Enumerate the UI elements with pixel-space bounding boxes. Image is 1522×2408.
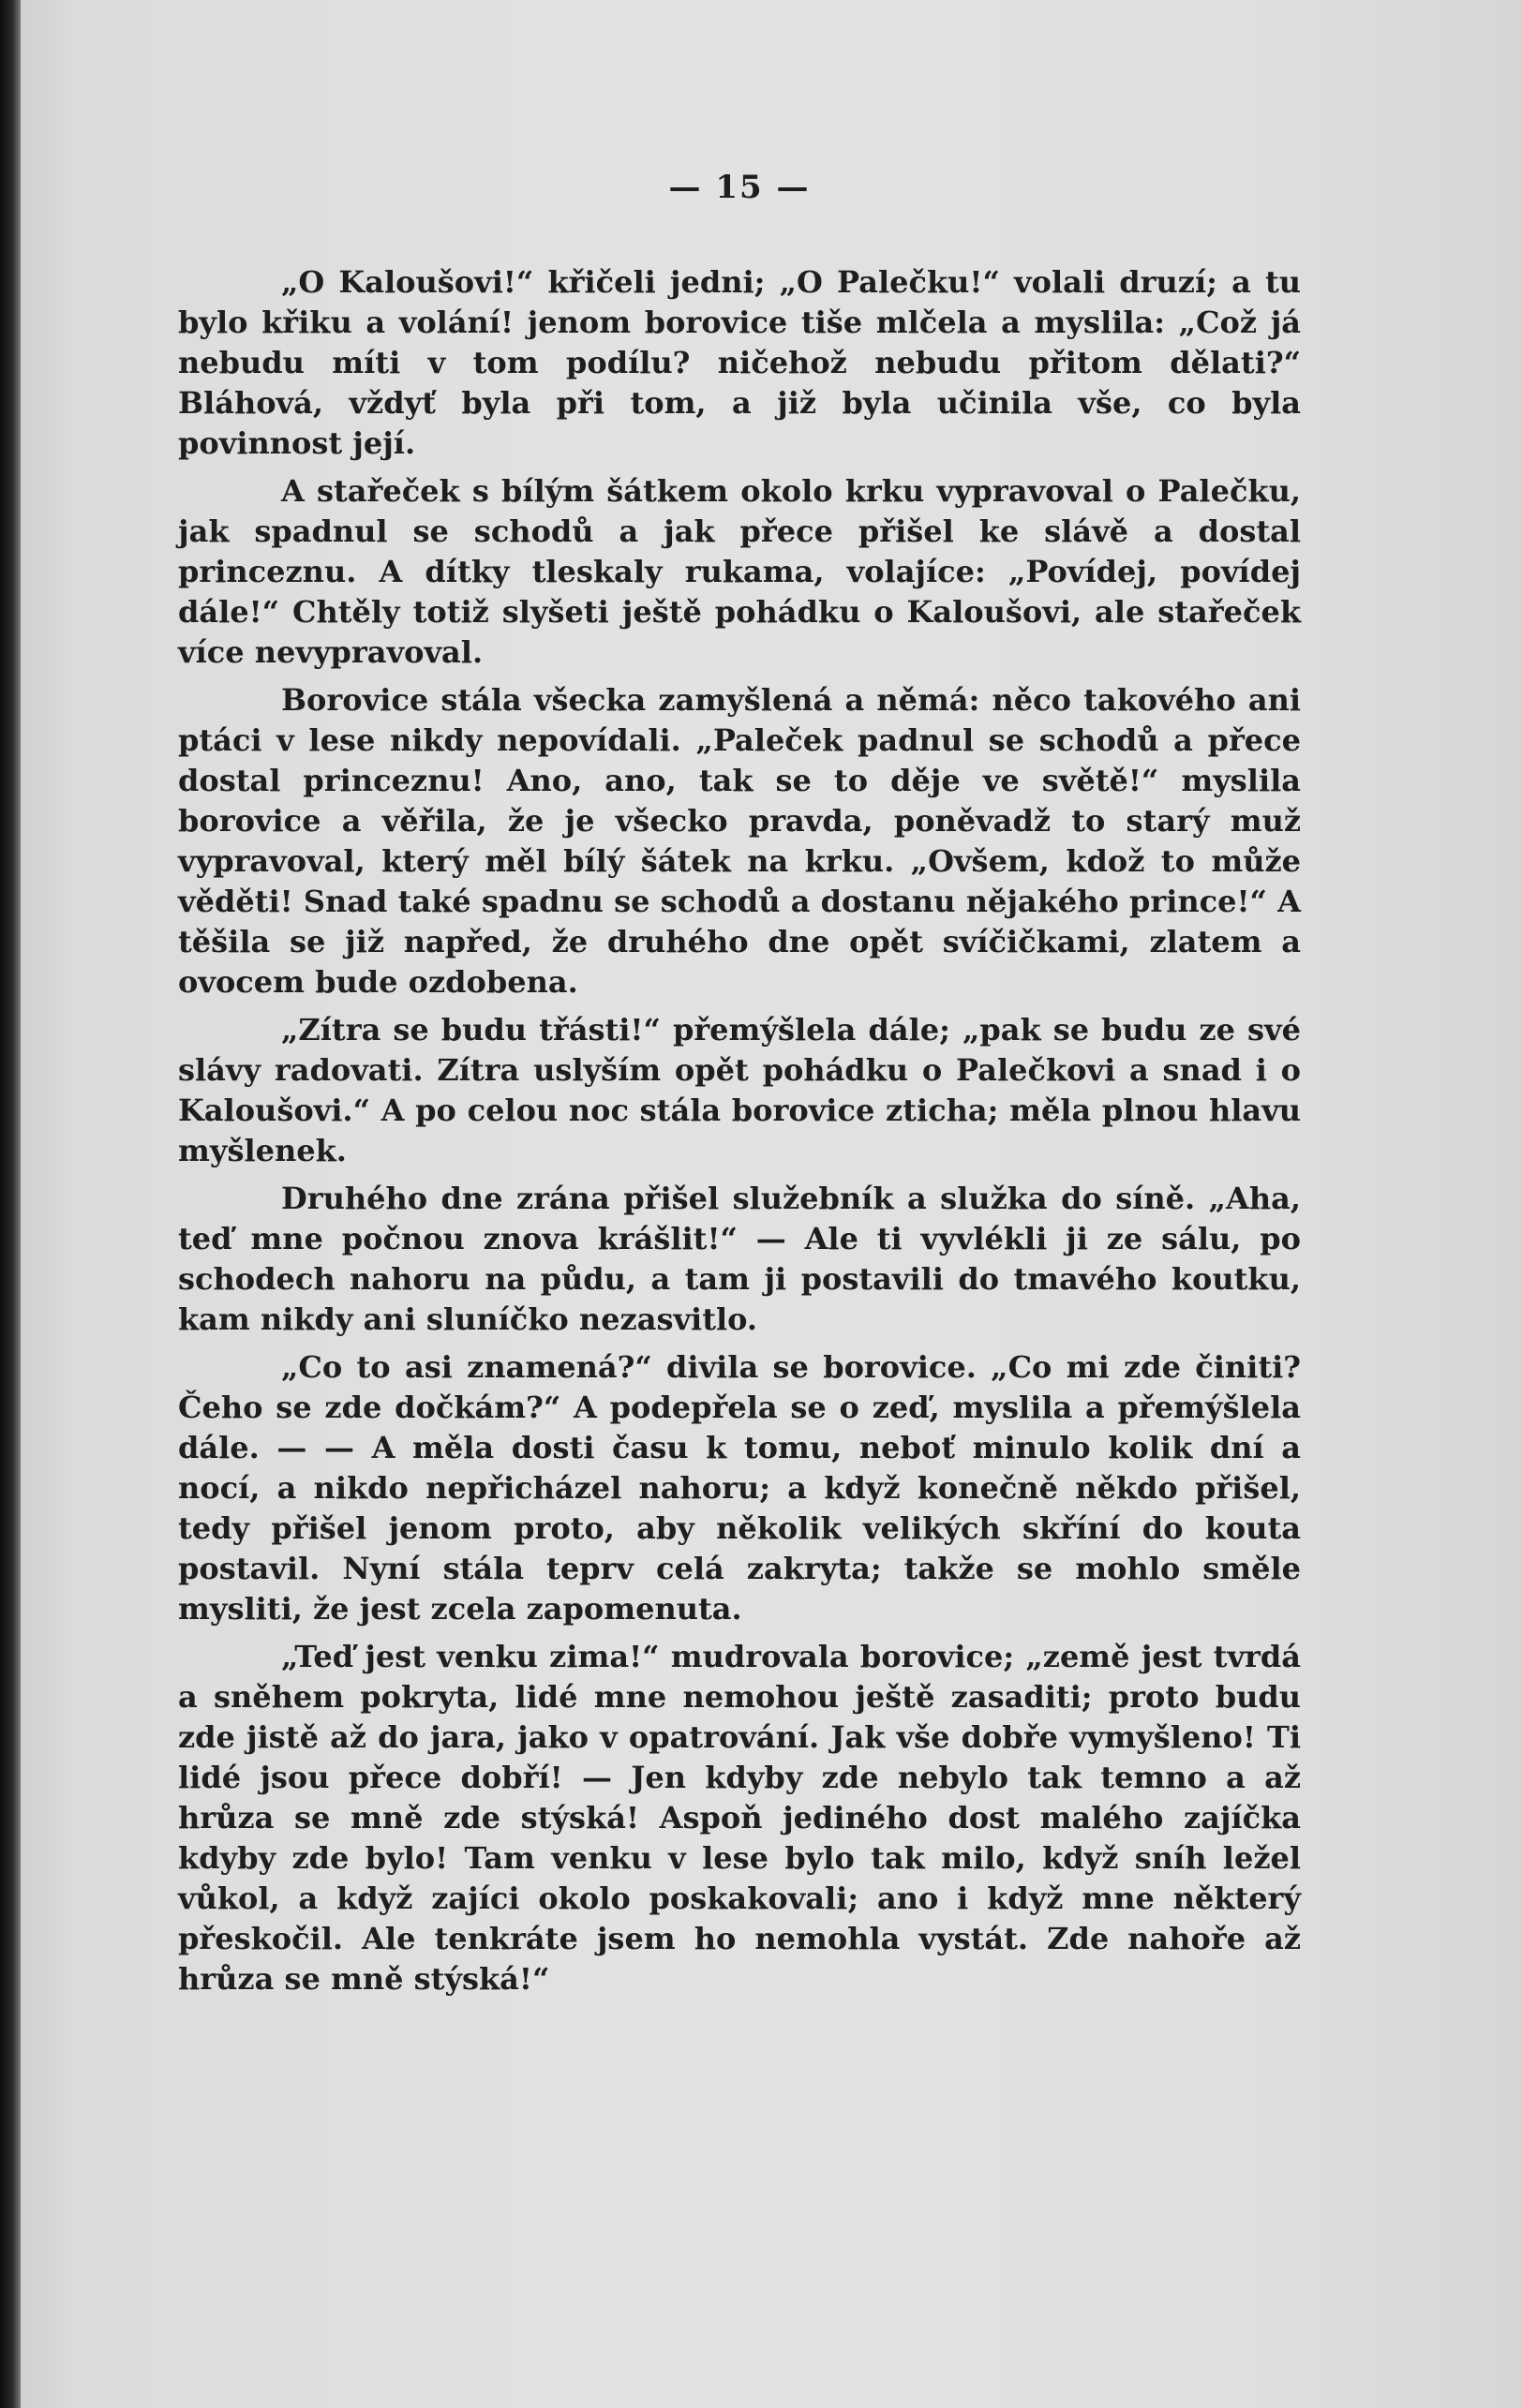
paragraph-2: A stařeček s bílým šátkem okolo krku vypravoval o Palečku, jak spadnul se schodů a jak přece přišel ke slávě a dostal princeznu. A dítky tleskaly rukama, volajíce: „Povídej, povídej dále!“ Chtěly totiž slyšeti ještě pohádku o Kaloušovi, ale stařeček více nevypravoval.	[178, 473, 1301, 670]
paragraph-5: Druhého dne zrána přišel služebník a služka do síně. „Aha, teď mne počnou znova krášlit!“ — Ale ti vyvlékli ji ze sálu, po schodech nahoru na půdu, a tam ji postavili do tmavého koutku, kam nikdy ani sluníčko nezasvitlo.	[178, 1181, 1301, 1337]
paragraph-3: Borovice stála všecka zamyšlená a němá: něco takového ani ptáci v lese nikdy nepovídali. „Paleček padnul se schodů a přece dostal princeznu! Ano, ano, tak se to děje ve světě!“ myslila borovice a věřila, že je všecko pravda, poněvadž to starý muž vypravoval, který měl bílý šátek na krku. „Ovšem, kdož to může věděti! Snad také spadnu se schodů a dostanu nějakého prince!“ A těšila se již napřed, že druhého dne opět svíčičkami, zlatem a ovocem bude ozdobena.	[178, 682, 1301, 1000]
paragraph-7: „Teď jest venku zima!“ mudrovala borovice; „země jest tvrdá a sněhem pokryta, lidé mne nemohou ještě zasaditi; proto budu zde jistě až do jara, jako v opatrování. Jak vše dobře vymyšleno! Ti lidé jsou přece dobří! — Jen kdyby zde nebylo tak temno a až hrůza se mně zde stýská! Aspoň jediného dost malého zajíčka kdyby zde bylo! Tam venku v lese bylo tak milo, když sníh ležel vůkol, a když zajíci okolo poskakovali; ano i když mne některý přeskočil. Ale tenkráte jsem ho nemohla vystát. Zde nahoře až hrůza se mně stýská!“	[178, 1639, 1301, 1997]
paragraph-4: „Zítra se budu třásti!“ přemýšlela dále; „pak se budu ze své slávy radovati. Zítra uslyším opět pohádku o Palečkovi a snad i o Kaloušovi.“ A po celou noc stála borovice zticha; měla plnou hlavu myšlenek.	[178, 1012, 1301, 1168]
page-number: — 15 —	[668, 169, 811, 206]
book-page	[21, 0, 1522, 2408]
paragraphs	[178, 262, 1301, 2007]
paragraph-1: „O Kaloušovi!“ křičeli jedni; „O Palečku!“ volali druzí; a tu bylo křiku a volání! jenom borovice tiše mlčela a myslila: „Což já nebudu míti v tom podílu? ničehož nebudu přitom dělati?“ Bláhová, vždyť byla při tom, a již byla učinila vše, co byla povinnost její.	[178, 264, 1301, 461]
paragraph-6: „Co to asi znamená?“ divila se borovice. „Co mi zde činiti? Čeho se zde dočkám?“ A podepřela se o zeď, myslila a přemýšlela dále. — — A měla dosti času k tomu, neboť minulo kolik dní a nocí, a nikdo nepřicházel nahoru; a když konečně někdo přišel, tedy přišel jenom proto, aby několik velikých skříní do kouta postavil. Nyní stála teprv celá zakryta; takže se mohlo směle mysliti, že jest zcela zapomenuta.	[178, 1349, 1301, 1627]
scan-left-edge	[0, 0, 21, 2408]
